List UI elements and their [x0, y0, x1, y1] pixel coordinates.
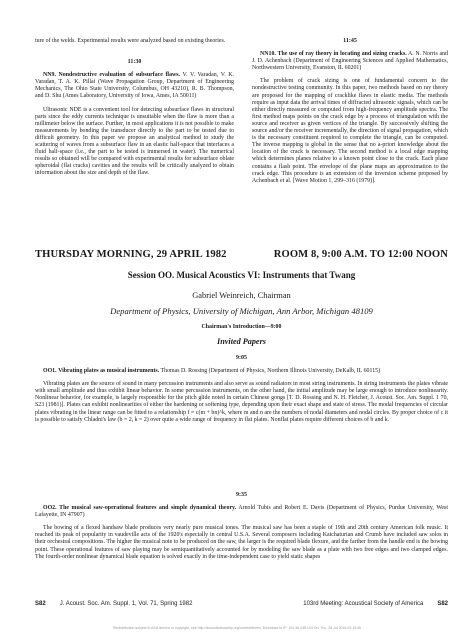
abstract-body-oo2: The bowing of a flexed handsaw blade produces very nearly pure musical tones. The musical saw has been a staple of 19th and 20th century American folk music. It reached its peak of popularity in vaudeville acts of the 1920's especially in central U.S.A. Several composers including Katchaturian and Crumb have included saw solos in their orchestral compositions. The higher the musical note to be produced on the saw, the larger is the required blade flexure, and the farther from the handle end is the bowing point. These operational features of saw playing may be semiquantitatively accounted for by modeling the saw blade as a plate with two free edges and two clamped edges. The fourth-order nonlinear dynamical blade equation is solved exactly in the time-independent case to yield static shapes	[35, 525, 448, 560]
abstract-header-oo2	[35, 505, 448, 519]
page-number-right: S82	[437, 601, 448, 607]
abstract-title: The use of ray theory in locating and sizing cracks.	[277, 51, 407, 58]
chairman-introduction: Chairman's Introduction—9:00	[201, 324, 282, 330]
page-number-left: S82	[35, 601, 46, 607]
abstract-authors: Thomas D. Rossing (Department of Physics, Northern Illinois University, DeKalb, IL 60115)	[160, 368, 381, 375]
time-label: 11:30	[127, 59, 142, 66]
abstract-id: NN10.	[260, 51, 276, 58]
session-room: ROOM 8, 9:00 A.M. TO 12:00 NOON	[273, 249, 448, 260]
time-label: 11:45	[343, 38, 357, 44]
continuation-text: ture of the welds. Experimental results were analyzed based on existing theories.	[35, 38, 226, 44]
abstract-title: Vibrating plates as musical instruments.	[58, 368, 160, 375]
abstract-id: OO1.	[43, 368, 57, 375]
abstract-title: Nondestructive evaluation of subsurface flaws.	[58, 72, 181, 79]
chairman-department: Department of Physics, University of Michigan, Ann Arbor, Michigan 48109	[110, 306, 373, 316]
abstract-header-nn9	[35, 72, 234, 100]
abstract-oo1	[35, 355, 448, 424]
session-heading	[35, 249, 448, 260]
time-label: 9:35	[236, 492, 247, 498]
abstract-oo2	[35, 492, 448, 561]
abstract-title: The musical saw-operational features and simple dynamical theory.	[59, 505, 237, 512]
abstract-authors: V. V. Varadan, V. K. Varadan, T. A. K. Pillai (Wave Propagation Group, Department of Engineering Mechanics, The Ohio State University, Columbus, OH 43210), R. B. Thompson, and D. Shu (Ames Laboratory, University of Iowa, Ames, IA 50011)	[35, 72, 234, 100]
invited-papers-heading: Invited Papers	[217, 337, 266, 346]
session-day: THURSDAY MORNING, 29 APRIL 1982	[35, 249, 227, 260]
meeting-name: 103rd Meeting: Acoustical Society of America	[303, 601, 424, 607]
chairman-name: Gabriel Weinreich, Chairman	[192, 291, 291, 300]
page-footer	[35, 601, 448, 607]
time-label: 9:05	[236, 355, 247, 361]
abstract-id: NN9.	[43, 72, 56, 79]
abstract-body-nn9: Ultrasonic NDE is a convenient tool for detecting subsurface flaws in structural parts since the eddy currents technique is unsuitable when the flaw is more than a millimeter below the surface. Further, in most applications it is not possible to make measurements by bonding the transducer directly to the part to be tested due to difficult geometry. In this paper we propose an analytical method to study the scattering of waves from a subsurface flaw in an elastic half-space that interfaces a fluid half-space (i.e., the part to be tested is immersed in water). The numerical results so obtained will be compared with experimental results for subsurface oblate spheroidal (flat cracks) cavities and the results will be critically analyzed to obtain information about the size and depth of the flaw.	[35, 106, 234, 177]
abstract-body-nn10: The problem of crack sizing is one of fundamental concern to the nondestructive testing community. In this paper, two methods based on ray theory are proposed for the mapping of cracklike flaws in elastic media. The methods require as input data the arrival times of diffracted ultrasonic signals, which can be either directly measured or computed from high-frequency amplitude spectra. The first method maps points on the crack edge by a process of triangulation with the source and receiver as given vertices of the triangle. By successively shifting the source and/or the receiver incrementally, the direction of signal propagation, which is the necessary constituent required to complete the triangle, can be computed. The inverse mapping is global in the sense that no a-priori knowledge about the location of the crack is necessary. The second method is a local edge mapping which determines planes relative to a known point close to the crack. Each plane contains a flash point. The envelope of the plane maps an approximation to the crack edge. This procedure is an extension of the inversion scheme proposed by Achenbach et al. [Wave Motion 1, 299–316 (1979)].	[252, 78, 448, 184]
abstract-header-oo1	[35, 368, 448, 375]
right-column	[252, 38, 448, 185]
session-title: Session OO. Musical Acoustics VI: Instruments that Twang	[127, 270, 356, 280]
abstract-body-oo1: Vibrating plates are the source of sound in many percussion instruments and also serve as sound radiators in most string instruments. In string instruments the plates vibrate with small amplitude and thus exhibit linear behavior. In some percussion instruments, on the other hand, the initial amplitude may be large enough to introduce nonlinearity. Nonlinear behavior, for example, is largely responsible for the pitch glide noted in certain Chinese gongs [T. D. Rossing and N. H. Fletcher, J. Acoust. Soc. Am. Suppl. 1 70, S23 (1981)]. Plates can exhibit nonlinearities of either the hardening or softening type, depending upon their exact shape and state of stress. The modal frequencies of circular plates vibrating in the linear range can be fitted to a relationship f = c(m + bn)^k, where m and n are the numbers of nodal diameters and nodal circles. By proper choice of c it is possible to satisfy Chladni's law (b = 2, k = 2) over quite a wide range of frequency in flat plates. Nonflat plates require different choices of b and k.	[35, 381, 448, 423]
abstract-header-nn10	[252, 51, 448, 72]
redistribution-notice: Redistribution subject to ASA license or copyright; see http://acousticalsociety.org/content/terms. Download to IP: 191.96.248.193 On: Thu, 28 Jul 2016 02:13:45	[113, 626, 361, 630]
abstract-authors: A. N. Norris and J. D. Achenbach (Department of Engineering Sciences and Applied Mathematics, Northwestern University, Evanston, IL 60201)	[252, 51, 448, 72]
left-column	[35, 38, 234, 178]
journal-citation: J. Acoust. Soc. Am. Suppl. 1, Vol. 71, Spring 1982	[59, 601, 193, 607]
abstract-id: OO2.	[43, 505, 57, 512]
abstract-authors: Arnold Tubis and Robert E. Davis (Department of Physics, Purdue University, West Lafayette, IN 47907)	[35, 505, 448, 519]
